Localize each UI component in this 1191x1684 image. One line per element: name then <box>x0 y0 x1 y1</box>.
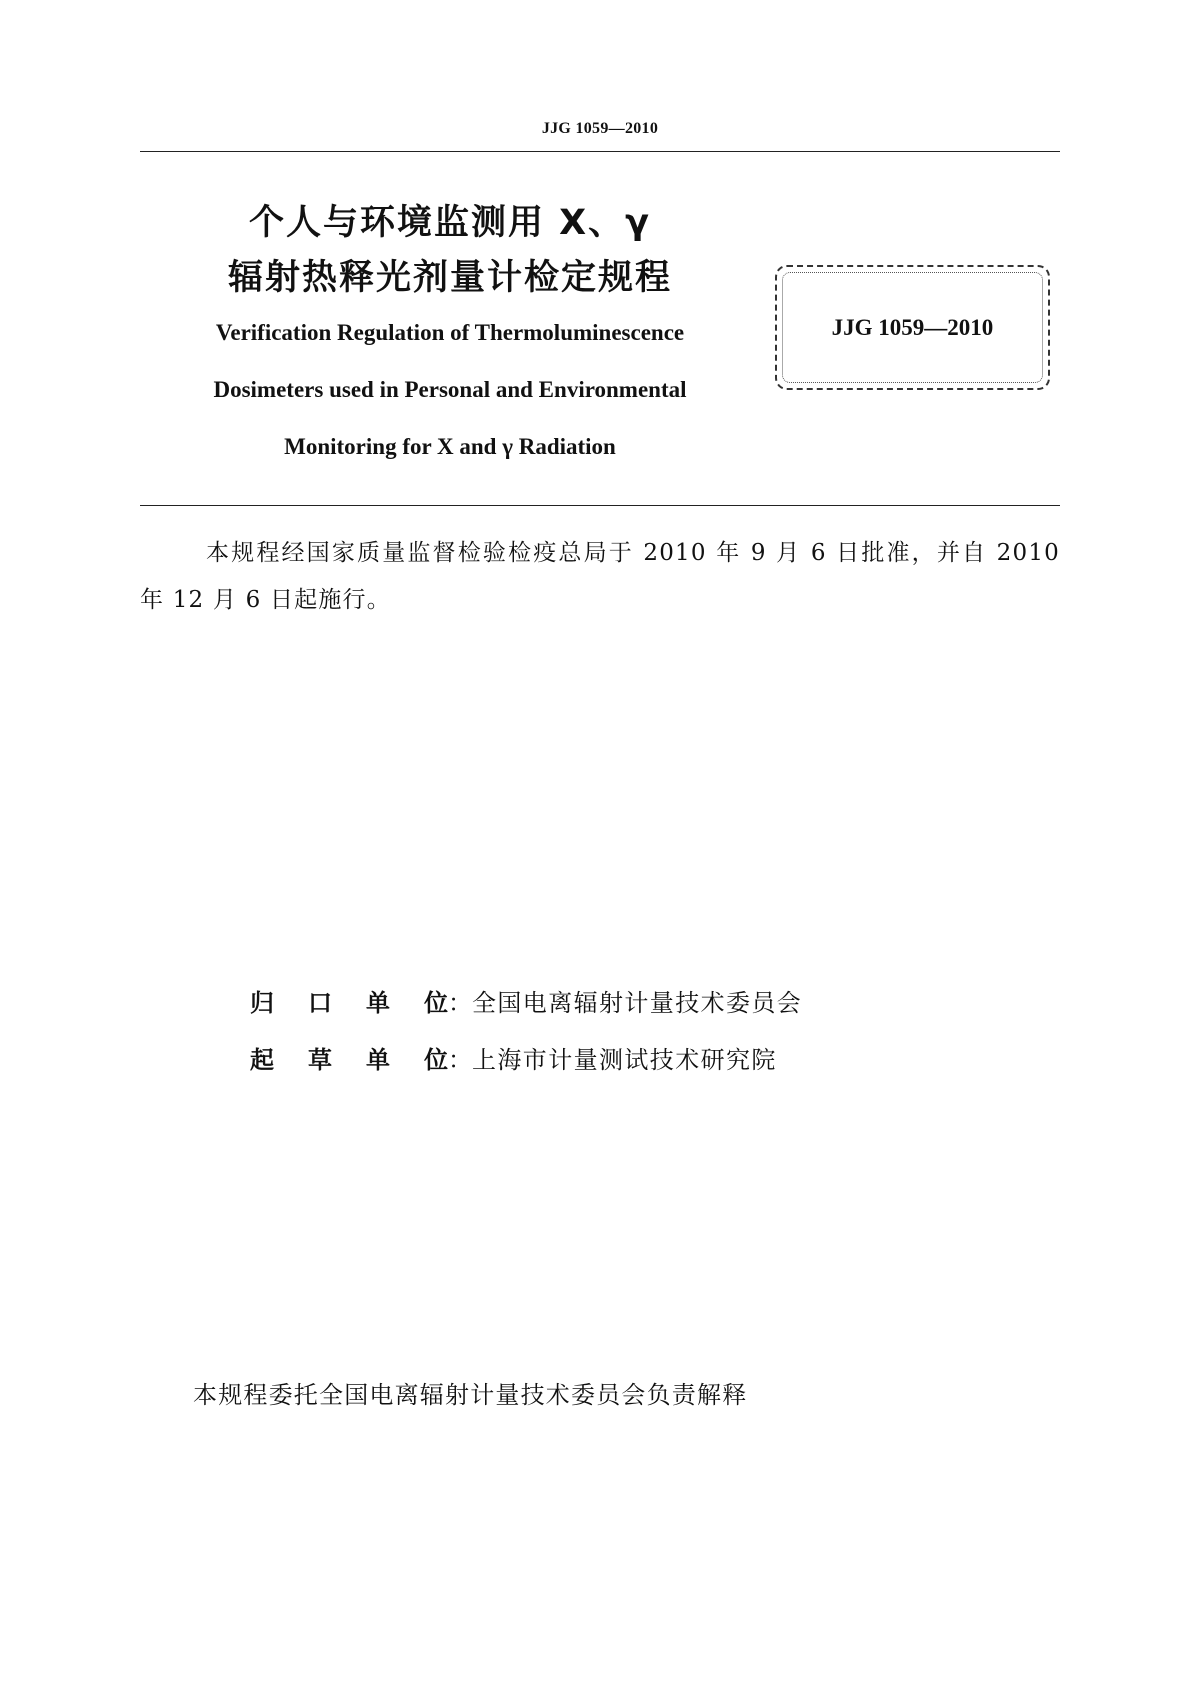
standard-code: JJG 1059—2010 <box>831 315 994 340</box>
unit-colon: ： <box>448 989 472 1017</box>
unit-colon: ： <box>448 1046 472 1074</box>
title-english-line-1: Verification Regulation of Thermoluminescence <box>215 320 685 345</box>
header-rule <box>140 151 1060 152</box>
title-chinese-line-2: 辐射热释光剂量计检定规程 <box>227 258 672 298</box>
title-chinese-line-1: 个人与环境监测用 X、γ <box>248 203 651 243</box>
standard-code-box <box>775 265 1050 390</box>
unit-row-responsible <box>250 983 802 1018</box>
unit-value: 全国电离辐射计量技术委员会 <box>472 989 803 1017</box>
unit-label: 归口单位 <box>250 989 448 1017</box>
unit-label: 起草单位 <box>250 1046 448 1074</box>
title-english-line-2: Dosimeters used in Personal and Environmental <box>213 377 687 402</box>
title-rule <box>140 505 1060 506</box>
approval-statement: 本规程经国家质量监督检验检疫总局于 2010 年 9 月 6 日批准，并自 2010 年 12 月 6 日起施行。 <box>140 540 1060 613</box>
unit-row-drafting <box>250 1040 777 1075</box>
running-header: JJG 1059—2010 <box>541 120 659 137</box>
interpretation-note: 本规程委托全国电离辐射计量技术委员会负责解释 <box>193 1381 748 1409</box>
title-english-line-3: Monitoring for X and γ Radiation <box>284 434 616 459</box>
unit-value: 上海市计量测试技术研究院 <box>472 1046 777 1074</box>
